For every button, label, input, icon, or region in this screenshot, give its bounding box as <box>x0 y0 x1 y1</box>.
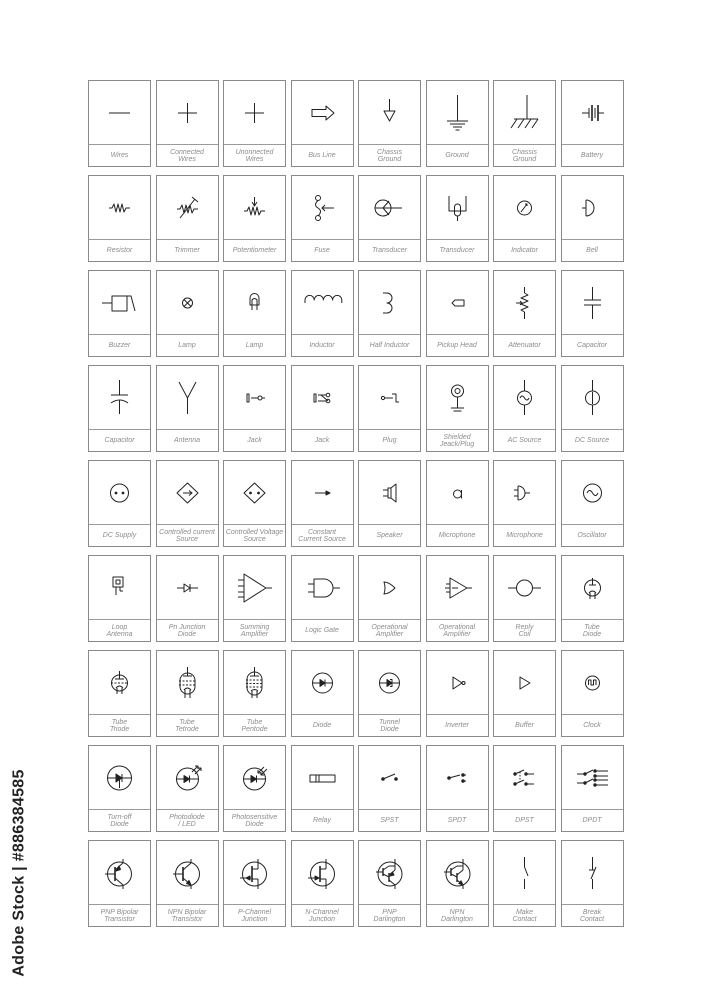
symbol-card <box>291 80 354 167</box>
symbol-label: DPDT <box>582 817 602 825</box>
symbol-label: N-Channel Junction <box>305 908 339 923</box>
symbol-card <box>561 745 624 832</box>
symbol-card <box>88 175 151 262</box>
npn-transistor-icon <box>157 841 218 903</box>
symbol-card <box>426 365 489 452</box>
indicator-icon <box>494 176 555 238</box>
symbol-label: Tunnel Diode <box>379 718 400 733</box>
symbol-card <box>493 175 556 262</box>
fuse-icon <box>292 176 353 238</box>
symbol-label: Controlled current Source <box>159 528 215 543</box>
dpdt-switch-icon <box>562 746 623 808</box>
symbol-label: Break Contact <box>579 908 605 923</box>
bus-line-icon <box>292 81 353 143</box>
symbol-label: Operational Amplifier <box>371 623 408 638</box>
logic-gate-icon <box>292 556 353 618</box>
symbol-card <box>223 745 286 832</box>
symbol-label: Ground <box>445 152 469 160</box>
symbol-label: Tube Pentode <box>241 718 268 733</box>
summing-amplifier-icon <box>224 556 285 618</box>
resistor-icon <box>89 176 150 238</box>
loop-antenna-icon <box>89 556 150 618</box>
symbol-card <box>223 175 286 262</box>
symbol-label: Tube Triode <box>109 718 130 733</box>
symbol-label: Reply Coil <box>515 623 534 638</box>
wire-icon <box>89 81 150 143</box>
symbol-card <box>561 175 624 262</box>
symbol-label: Photodiode / LED <box>169 813 205 828</box>
symbol-label: Buffer <box>515 722 534 730</box>
symbol-label: Clock <box>583 722 601 730</box>
jack-icon <box>224 366 285 428</box>
symbol-card <box>88 365 151 452</box>
tube-triode-icon <box>89 651 150 713</box>
symbol-label: Constant Current Source <box>298 528 346 543</box>
spdt-switch-icon <box>427 746 488 808</box>
n-channel-jfet-icon <box>292 841 353 903</box>
symbol-label: Wires <box>110 152 129 160</box>
pickup-head-icon <box>427 271 488 333</box>
symbol-card <box>291 840 354 927</box>
symbol-label: Oscillator <box>577 532 607 540</box>
symbol-label: Operational Amplifier <box>438 623 476 638</box>
symbol-grid <box>88 80 624 928</box>
symbol-card <box>156 745 219 832</box>
symbol-card <box>561 460 624 547</box>
bell-icon <box>562 176 623 238</box>
symbol-card <box>223 555 286 642</box>
lamp-icon <box>157 271 218 333</box>
symbol-label: Antenna <box>173 437 201 445</box>
relay-coil-icon <box>494 556 555 618</box>
operational-amplifier-alt-icon <box>427 556 488 618</box>
symbol-label: Plug <box>382 437 397 445</box>
diode-icon <box>292 651 353 713</box>
turn-off-diode-icon <box>89 746 150 808</box>
symbol-card <box>358 175 421 262</box>
symbol-card <box>88 270 151 357</box>
symbol-label: Bus Line <box>308 152 336 160</box>
spst-switch-icon <box>359 746 420 808</box>
lamp-bulb-icon <box>224 271 285 333</box>
capacitor-icon <box>562 271 623 333</box>
symbol-card <box>561 840 624 927</box>
symbol-card <box>223 365 286 452</box>
break-contact-icon <box>562 841 623 903</box>
plug-icon <box>359 366 420 428</box>
symbol-card <box>88 460 151 547</box>
symbol-card <box>493 650 556 737</box>
symbol-label: Tube Tetrode <box>175 718 199 733</box>
transducer-probe-icon <box>427 176 488 238</box>
symbol-card <box>156 80 219 167</box>
symbol-label: P-Channel Junction <box>237 908 272 923</box>
symbol-label: Trimmer <box>174 247 200 255</box>
symbol-label: Loop Antenna <box>106 623 133 638</box>
symbol-card <box>291 365 354 452</box>
symbol-card <box>561 365 624 452</box>
symbol-card <box>358 365 421 452</box>
symbol-label: DC Source <box>574 437 610 445</box>
connected-wires-icon <box>157 81 218 143</box>
symbol-card <box>156 650 219 737</box>
microphone-icon <box>427 461 488 523</box>
symbol-label: Capacitor <box>577 342 607 350</box>
trimmer-icon <box>157 176 218 238</box>
symbol-card <box>223 650 286 737</box>
symbol-card <box>561 650 624 737</box>
symbol-card <box>291 555 354 642</box>
symbol-label: Connected Wires <box>170 148 204 163</box>
symbol-card <box>291 270 354 357</box>
symbol-label: Chassis Ground <box>512 148 537 163</box>
symbol-label: NPN Bipolar Transistor <box>167 908 207 923</box>
symbol-card <box>88 745 151 832</box>
dc-supply-icon <box>89 461 150 523</box>
symbol-card <box>493 555 556 642</box>
symbol-card <box>358 650 421 737</box>
symbol-card <box>291 175 354 262</box>
symbol-label: DPST <box>515 817 534 825</box>
relay-icon <box>292 746 353 808</box>
symbol-label: Pickup Head <box>437 342 477 350</box>
symbol-card <box>426 745 489 832</box>
symbol-card <box>156 840 219 927</box>
ground-icon <box>427 81 488 143</box>
symbol-card <box>493 745 556 832</box>
symbol-card <box>426 270 489 357</box>
symbol-label: Battery <box>580 152 604 160</box>
symbol-card <box>358 840 421 927</box>
clock-icon <box>562 651 623 713</box>
symbol-card <box>88 650 151 737</box>
symbol-label: Relay <box>313 817 331 825</box>
symbol-card <box>426 175 489 262</box>
chassis-ground-hatched-icon <box>494 81 555 143</box>
symbol-label: Microphone <box>438 532 476 540</box>
inverter-icon <box>427 651 488 713</box>
symbol-label: Resistor <box>106 247 133 255</box>
stock-watermark <box>9 758 31 988</box>
unconnected-wires-icon <box>224 81 285 143</box>
symbol-label: Turn-off Diode <box>107 813 132 828</box>
tunnel-diode-icon <box>359 651 420 713</box>
symbol-label: NPN Darlington <box>441 908 473 923</box>
symbol-label: Transducer <box>439 247 475 255</box>
antenna-icon <box>157 366 218 428</box>
symbol-label: Inverter <box>445 722 469 730</box>
symbol-card <box>88 80 151 167</box>
microphone-alt-icon <box>494 461 555 523</box>
npn-darlington-icon <box>427 841 488 903</box>
photodiode-led-icon <box>157 746 218 808</box>
symbol-card <box>223 270 286 357</box>
symbol-label: PNP Darlington <box>373 908 406 923</box>
symbol-label: Buzzer <box>108 342 131 350</box>
polarized-capacitor-icon <box>89 366 150 428</box>
symbol-card <box>291 460 354 547</box>
potentiometer-icon <box>224 176 285 238</box>
pnp-darlington-icon <box>359 841 420 903</box>
symbol-label: Shielded Jeack/Plug <box>439 433 475 448</box>
battery-icon <box>562 81 623 143</box>
pn-junction-diode-icon <box>157 556 218 618</box>
symbol-label: Pn Junction Diode <box>168 623 206 638</box>
controlled-current-source-icon <box>157 461 218 523</box>
symbol-card <box>291 650 354 737</box>
symbol-label: AC Source <box>507 437 542 445</box>
buffer-icon <box>494 651 555 713</box>
symbol-card <box>561 270 624 357</box>
tube-diode-icon <box>562 556 623 618</box>
symbol-label: Fuse <box>314 247 330 255</box>
transducer-icon <box>359 176 420 238</box>
tube-tetrode-icon <box>157 651 218 713</box>
make-contact-icon <box>494 841 555 903</box>
symbol-label: Indicator <box>511 247 538 255</box>
constant-current-source-icon <box>292 461 353 523</box>
symbol-label: Logic Gate <box>305 627 339 635</box>
symbol-label: SPDT <box>447 817 467 825</box>
buzzer-icon <box>89 271 150 333</box>
pnp-transistor-icon <box>89 841 150 903</box>
symbol-card <box>426 840 489 927</box>
symbol-label: Photosensitive Diode <box>231 813 278 828</box>
symbol-card <box>88 840 151 927</box>
symbol-label: Lamp <box>178 342 196 350</box>
watermark-text: Adobe Stock | #886384585 <box>11 769 28 977</box>
symbol-label: PNP Bipolar Transistor <box>100 908 139 923</box>
symbol-label: Inductor <box>309 342 335 350</box>
symbol-card <box>358 80 421 167</box>
jack-switch-icon <box>292 366 353 428</box>
chassis-ground-icon <box>359 81 420 143</box>
symbol-card <box>223 460 286 547</box>
inductor-icon <box>292 271 353 333</box>
half-inductor-icon <box>359 271 420 333</box>
symbol-card <box>493 460 556 547</box>
symbol-label: Bell <box>586 247 598 255</box>
dc-source-icon <box>562 366 623 428</box>
symbol-card <box>493 365 556 452</box>
shielded-jack-icon <box>427 366 488 428</box>
photosensitive-diode-icon <box>224 746 285 808</box>
symbol-card <box>358 460 421 547</box>
symbol-card <box>156 460 219 547</box>
oscillator-icon <box>562 461 623 523</box>
symbol-card <box>156 555 219 642</box>
dpst-switch-icon <box>494 746 555 808</box>
symbol-card <box>493 840 556 927</box>
operational-amplifier-icon <box>359 556 420 618</box>
symbol-label: Lamp <box>245 342 264 350</box>
symbol-label: Capacitor <box>104 437 135 445</box>
symbol-card <box>223 840 286 927</box>
attenuator-icon <box>494 271 555 333</box>
symbol-label: Controlled Voltage Source <box>225 528 284 543</box>
symbol-card <box>493 270 556 357</box>
symbol-card <box>358 745 421 832</box>
symbol-card <box>156 270 219 357</box>
symbol-label: DC Supply <box>102 532 137 540</box>
symbol-card <box>426 650 489 737</box>
symbol-card <box>358 555 421 642</box>
symbol-card <box>426 80 489 167</box>
symbol-card <box>291 745 354 832</box>
ac-source-icon <box>494 366 555 428</box>
symbol-card <box>223 80 286 167</box>
symbol-label: Make Contact <box>512 908 537 923</box>
symbol-label: Attenuator <box>508 342 541 350</box>
symbol-label: Unonnected Wires <box>235 148 274 163</box>
symbol-card <box>156 365 219 452</box>
symbol-card <box>426 460 489 547</box>
symbol-label: Half Inductor <box>369 342 410 350</box>
symbol-label: SPST <box>380 817 399 825</box>
symbol-card <box>561 555 624 642</box>
tube-pentode-icon <box>224 651 285 713</box>
p-channel-jfet-icon <box>224 841 285 903</box>
speaker-icon <box>359 461 420 523</box>
symbol-label: Jack <box>314 437 330 445</box>
controlled-voltage-source-icon <box>224 461 285 523</box>
symbol-label: Speaker <box>376 532 403 540</box>
symbol-label: Summing Amplifier <box>239 623 270 638</box>
symbol-label: Microphone <box>506 532 543 540</box>
symbol-label: Diode <box>312 722 332 730</box>
symbol-label: Tube Diode <box>582 623 602 638</box>
symbol-label: Transducer <box>372 247 407 255</box>
symbol-card <box>358 270 421 357</box>
symbol-label: Jack <box>247 437 262 445</box>
symbol-card <box>561 80 624 167</box>
symbol-card <box>426 555 489 642</box>
symbol-card <box>156 175 219 262</box>
symbol-card <box>493 80 556 167</box>
symbol-label: Potentiometer <box>232 247 277 255</box>
symbol-card <box>88 555 151 642</box>
symbol-label: Chassis Ground <box>377 148 402 163</box>
